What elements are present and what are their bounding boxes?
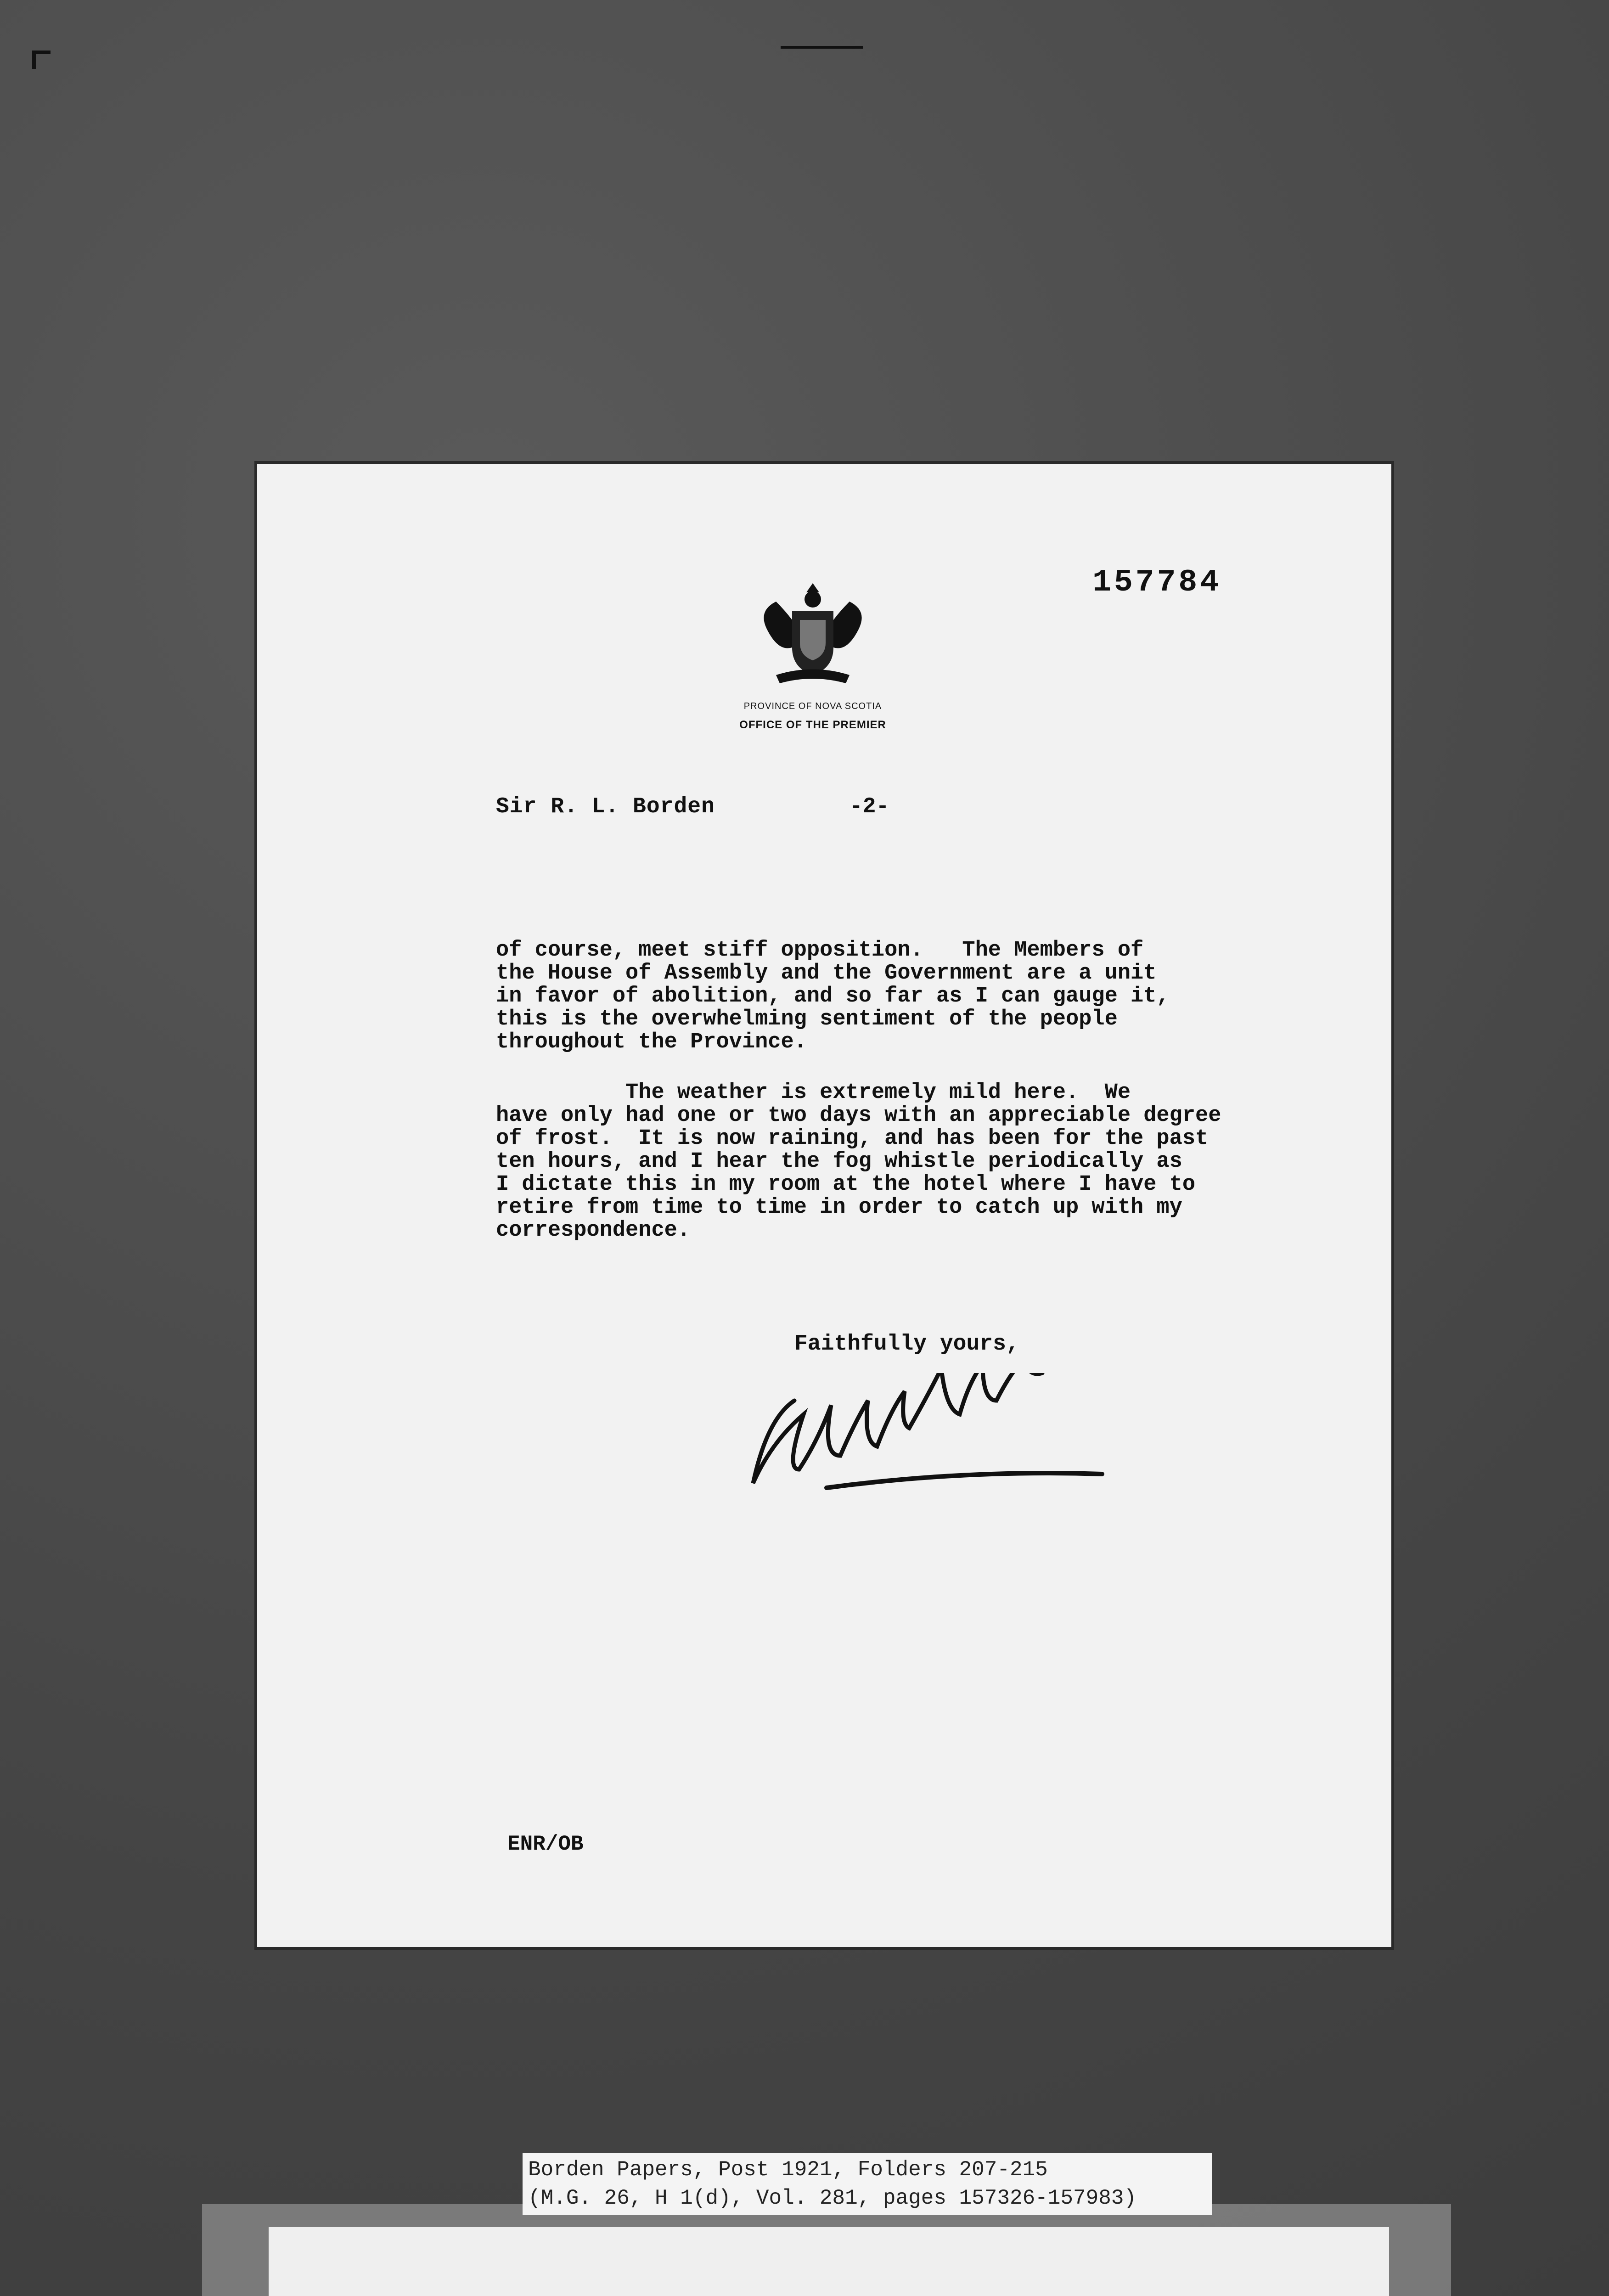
archives-label — [269, 2227, 1389, 2296]
closing: Faithfully yours, — [794, 1332, 1019, 1356]
letterhead-office: OFFICE OF THE PREMIER — [739, 719, 886, 731]
page-number: -2- — [850, 794, 889, 819]
text-line: in favor of abolition, and so far as I can gauge it, — [496, 984, 1170, 1008]
coat-of-arms-icon — [748, 579, 877, 693]
text-line: ten hours, and I hear the fog whistle periodically as — [496, 1149, 1182, 1174]
reference-line-1: Borden Papers, Post 1921, Folders 207-215 — [528, 2158, 1048, 2182]
addressee: Sir R. L. Borden — [496, 794, 715, 819]
letter-page — [257, 464, 1391, 1947]
body-paragraph-1 — [496, 939, 1322, 1054]
text-line: throughout the Province. — [496, 1030, 807, 1054]
text-line: the House of Assembly and the Government are a unit — [496, 961, 1157, 985]
text-line: I dictate this in my room at the hotel where I have to — [496, 1172, 1196, 1197]
film-edge-mark — [781, 46, 863, 49]
reference-line-2: (M.G. 26, H 1(d), Vol. 281, pages 157326-157983) — [528, 2186, 1137, 2210]
text-line: correspondence. — [496, 1218, 691, 1243]
letterhead-province: PROVINCE OF NOVA SCOTIA — [743, 701, 882, 711]
body-paragraph-2 — [496, 1081, 1322, 1242]
text-line: The weather is extremely mild here. We — [496, 1080, 1131, 1105]
text-line: of frost. It is now raining, and has been for the past — [496, 1126, 1209, 1151]
letterhead-caption — [689, 700, 937, 732]
document-number: 157784 — [1092, 565, 1221, 600]
text-line: have only had one or two days with an appreciable degree — [496, 1103, 1221, 1128]
text-line: retire from time to time in order to catch up with my — [496, 1195, 1182, 1220]
reference-label — [523, 2153, 1212, 2215]
text-line: of course, meet stiff opposition. The Members of — [496, 938, 1144, 962]
text-line: this is the overwhelming sentiment of the people — [496, 1007, 1118, 1031]
handwritten-signature — [739, 1373, 1134, 1511]
film-corner-mark — [32, 51, 51, 54]
typist-initials: ENR/OB — [507, 1832, 584, 1856]
